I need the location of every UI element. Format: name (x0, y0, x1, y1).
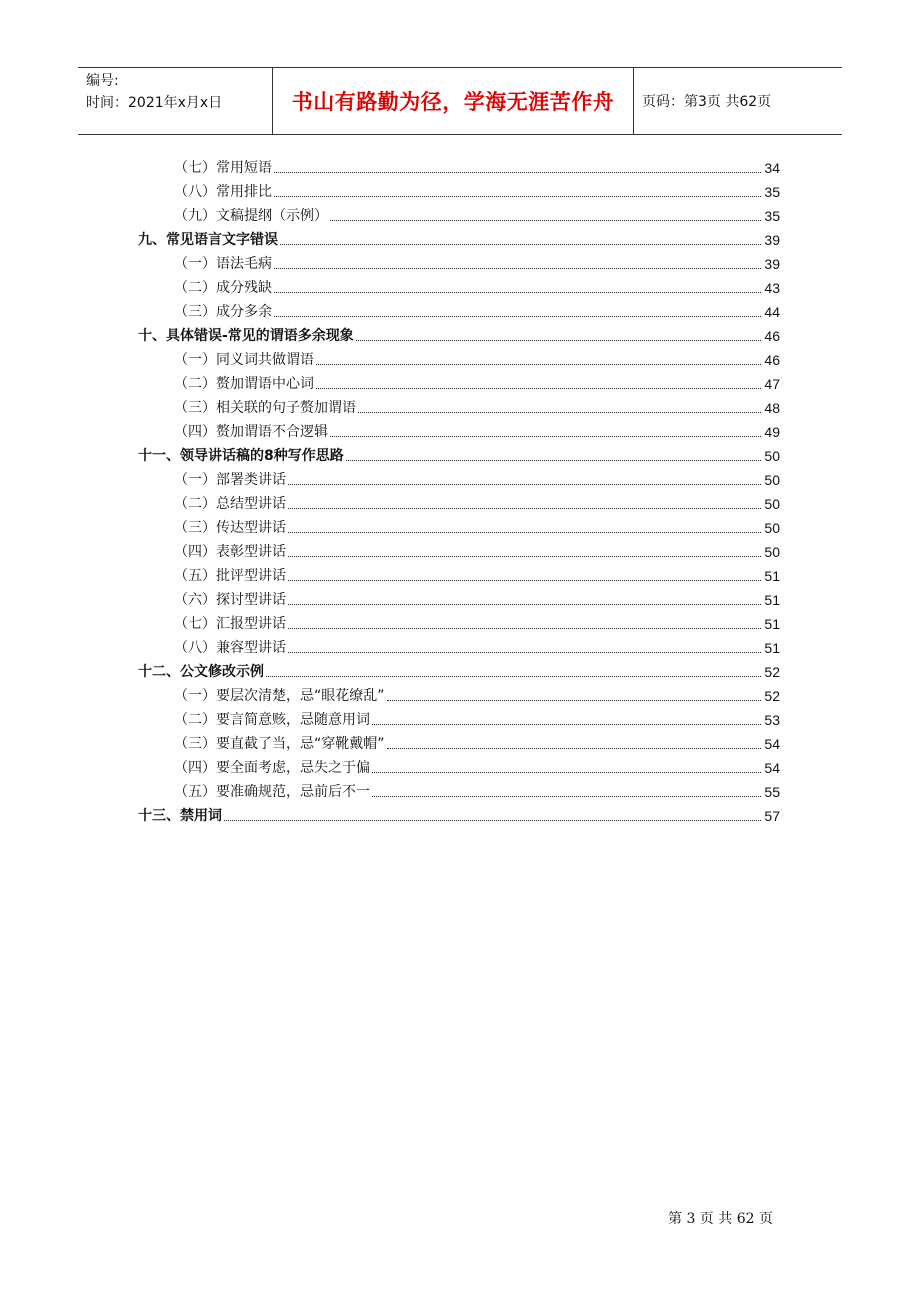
toc-entry-page: 46 (764, 352, 780, 368)
toc-entry-title: （六）探讨型讲话 (174, 592, 286, 608)
toc-entry-page: 47 (764, 376, 780, 392)
toc-entry[interactable] (138, 229, 780, 249)
toc-entry-title: （四）表彰型讲话 (174, 544, 286, 560)
toc-leader-dots (274, 316, 761, 317)
toc-entry[interactable] (174, 541, 780, 561)
toc-leader-dots (288, 604, 761, 605)
toc-entry[interactable] (174, 589, 780, 609)
toc-leader-dots (288, 628, 761, 629)
toc-entry-page: 35 (764, 208, 780, 224)
toc-entry[interactable] (138, 325, 780, 345)
toc-entry-title: （一）部署类讲话 (174, 472, 286, 488)
toc-leader-dots (288, 652, 761, 653)
toc-entry[interactable] (174, 301, 780, 321)
toc-entry[interactable] (174, 349, 780, 369)
toc-entry[interactable] (174, 733, 780, 753)
toc-entry-title: （二）要言简意赅，忌随意用词 (174, 712, 370, 728)
toc-entry-title: （八）常用排比 (174, 184, 272, 200)
toc-entry-page: 51 (764, 616, 780, 632)
toc-entry-title: （一）同义词共做谓语 (174, 352, 314, 368)
toc-entry-title: （一）语法毛病 (174, 256, 272, 272)
header-page-info: 页码：第3页 共62页 (642, 94, 772, 110)
toc-leader-dots (372, 796, 761, 797)
toc-leader-dots (316, 388, 761, 389)
toc-entry[interactable] (174, 781, 780, 801)
toc-entry[interactable] (174, 517, 780, 537)
toc-entry-page: 50 (764, 520, 780, 536)
toc-entry-page: 50 (764, 472, 780, 488)
toc-entry-title: （九）文稿提纲（示例） (174, 208, 328, 224)
toc-entry-title: 十、具体错误-常见的谓语多余现象 (138, 328, 354, 344)
time-label: 时间：2021年x月x日 (86, 95, 223, 111)
toc-entry-title: （二）总结型讲话 (174, 496, 286, 512)
toc-entry-title: （五）批评型讲话 (174, 568, 286, 584)
toc-entry-title: （三）相关联的句子赘加谓语 (174, 400, 356, 416)
toc-entry-title: （三）要直截了当，忌“穿靴戴帽” (174, 736, 385, 752)
toc-entry-page: 39 (764, 232, 780, 248)
toc-entry-title: 九、常见语言文字错误 (138, 232, 278, 248)
toc-leader-dots (316, 364, 761, 365)
toc-entry-page: 44 (764, 304, 780, 320)
toc-entry-page: 51 (764, 640, 780, 656)
toc-entry[interactable] (174, 757, 780, 777)
toc-entry-title: 十三、禁用词 (138, 808, 222, 824)
toc-entry-page: 43 (764, 280, 780, 296)
toc-leader-dots (274, 196, 761, 197)
toc-entry[interactable] (174, 253, 780, 273)
toc-leader-dots (346, 460, 762, 461)
toc-entry-title: （三）传达型讲话 (174, 520, 286, 536)
toc-entry-page: 39 (764, 256, 780, 272)
toc-entry-page: 50 (764, 448, 780, 464)
toc-leader-dots (274, 292, 761, 293)
toc-leader-dots (372, 772, 761, 773)
toc-entry-title: （五）要准确规范，忌前后不一 (174, 784, 370, 800)
toc-entry-title: （二）成分残缺 (174, 280, 272, 296)
toc-entry[interactable] (174, 205, 780, 225)
toc-entry-title: （四）赘加谓语不合逻辑 (174, 424, 328, 440)
toc-leader-dots (274, 268, 761, 269)
toc-entry-page: 50 (764, 544, 780, 560)
toc-entry-page: 51 (764, 592, 780, 608)
toc-leader-dots (387, 748, 762, 749)
toc-entry-page: 35 (764, 184, 780, 200)
header-motto: 书山有路勤为径，学海无涯苦作舟 (272, 68, 634, 134)
toc-leader-dots (358, 412, 761, 413)
toc-leader-dots (288, 484, 761, 485)
toc-leader-dots (266, 676, 761, 677)
header-meta (78, 68, 272, 134)
toc-entry[interactable] (174, 421, 780, 441)
toc-entry-page: 55 (764, 784, 780, 800)
toc-entry[interactable] (174, 181, 780, 201)
page-footer: 第 3 页 共 62 页 (668, 1211, 773, 1227)
toc-entry-page: 53 (764, 712, 780, 728)
toc-entry-page: 57 (764, 808, 780, 824)
toc-entry[interactable] (138, 445, 780, 465)
toc-entry-page: 50 (764, 496, 780, 512)
toc-leader-dots (356, 340, 762, 341)
toc-entry[interactable] (174, 277, 780, 297)
toc-entry-title: （一）要层次清楚，忌“眼花缭乱” (174, 688, 385, 704)
toc-leader-dots (288, 556, 761, 557)
toc-leader-dots (224, 820, 761, 821)
toc-entry-title: 十二、公文修改示例 (138, 664, 264, 680)
toc-entry-page: 46 (764, 328, 780, 344)
toc-entry[interactable] (174, 685, 780, 705)
toc-entry[interactable] (174, 373, 780, 393)
toc-leader-dots (330, 436, 761, 437)
toc-entry-title: 十一、领导讲话稿的8种写作思路 (138, 448, 344, 464)
toc-entry-page: 48 (764, 400, 780, 416)
toc-leader-dots (280, 244, 761, 245)
toc-entry[interactable] (174, 637, 780, 657)
toc-entry[interactable] (174, 709, 780, 729)
toc-entry-page: 51 (764, 568, 780, 584)
toc-entry-title: （七）汇报型讲话 (174, 616, 286, 632)
toc-entry-page: 52 (764, 688, 780, 704)
toc-leader-dots (387, 700, 762, 701)
toc-entry-title: （二）赘加谓语中心词 (174, 376, 314, 392)
toc-entry-page: 49 (764, 424, 780, 440)
toc-leader-dots (288, 508, 761, 509)
toc-entry-page: 54 (764, 760, 780, 776)
toc-leader-dots (288, 580, 761, 581)
toc-entry[interactable] (174, 397, 780, 417)
toc-entry[interactable] (174, 157, 780, 177)
toc-entry[interactable] (138, 661, 780, 681)
toc-entry[interactable] (174, 613, 780, 633)
toc-leader-dots (372, 724, 761, 725)
toc-entry-page: 54 (764, 736, 780, 752)
toc-entry-title: （三）成分多余 (174, 304, 272, 320)
toc-leader-dots (330, 220, 761, 221)
toc-entry-title: （四）要全面考虑，忌失之于偏 (174, 760, 370, 776)
toc-leader-dots (274, 172, 761, 173)
toc-entry-page: 52 (764, 664, 780, 680)
toc-entry-page: 34 (764, 160, 780, 176)
toc-entry-title: （七）常用短语 (174, 160, 272, 176)
page-header (78, 67, 842, 135)
toc-entry-title: （八）兼容型讲话 (174, 640, 286, 656)
toc-leader-dots (288, 532, 761, 533)
toc-entry[interactable] (174, 565, 780, 585)
number-label: 编号: (86, 73, 119, 89)
toc-entry[interactable] (174, 493, 780, 513)
toc-entry[interactable] (174, 469, 780, 489)
toc-entry[interactable] (138, 805, 780, 825)
